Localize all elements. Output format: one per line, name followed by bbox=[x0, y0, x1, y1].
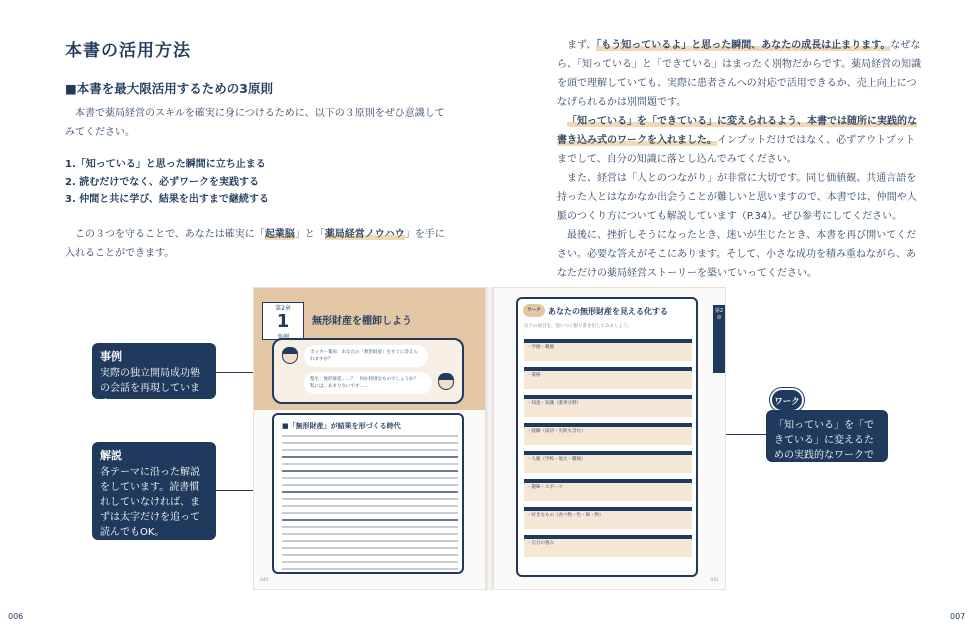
page-title: 本書の活用方法 bbox=[65, 41, 191, 61]
highlight-text: 「知っている」を「できている」に変えられるよう、本書では随所に実践的な書き込み式のワークを入れました。 bbox=[557, 116, 917, 146]
pharmacist-avatar bbox=[282, 348, 298, 364]
callout-text: 各テーマに沿った解説をしています。読書慣れしていなければ、まずは太字だけを追って読んでもOK。 bbox=[100, 467, 200, 538]
paragraph bbox=[557, 36, 922, 112]
closing-paragraph bbox=[65, 225, 445, 263]
work-row: ・趣味・スポーツ bbox=[524, 479, 692, 501]
work-sheet bbox=[516, 297, 698, 577]
work-row: ・自分の強み bbox=[524, 535, 692, 557]
closing-text: 」を手に入れることができます。 bbox=[65, 229, 445, 259]
right-page-body bbox=[557, 36, 922, 283]
section-heading: ■本書を最大限活用するための3原則 bbox=[65, 81, 274, 96]
mock-page-number: 040 bbox=[260, 578, 269, 583]
article-text-lines bbox=[282, 435, 458, 575]
closing-text: 」と「 bbox=[294, 229, 325, 240]
dialog-box bbox=[272, 338, 464, 404]
book-spine bbox=[486, 287, 493, 590]
callout-text: 実際の独立開局成功塾の会話を再現しています。 bbox=[100, 368, 200, 409]
paragraph-text: インプットだけではなく、必ずアウトプットまでして、自分の知識に落とし込んでみてください。 bbox=[557, 135, 916, 165]
paragraph bbox=[557, 112, 922, 169]
work-row: ・資格 bbox=[524, 367, 692, 389]
work-row: ・学歴・職歴 bbox=[524, 339, 692, 361]
highlight-text: 「もう知っているよ」と思った瞬間、あなたの成長は止まります。 bbox=[596, 40, 891, 51]
rule-item: 2. 読むだけでなく、必ずワークを実践する bbox=[65, 176, 260, 188]
article-box bbox=[272, 413, 464, 574]
callout-text: 「知っている」を「できている」に変えるための実践的なワークです。 bbox=[774, 420, 874, 476]
callout-title: 事例 bbox=[100, 350, 122, 363]
highlight-startup-mind: 起業脳 bbox=[264, 229, 295, 240]
work-instruction: 以下の項目を、思いつく限り書き出してみましょう。 bbox=[524, 324, 632, 329]
work-badge-circle: ワーク bbox=[770, 388, 804, 412]
paragraph-text: まず、 bbox=[567, 40, 597, 51]
rule-item: 1.「知っている」と思った瞬間に立ち止まる bbox=[65, 159, 266, 170]
rules-list bbox=[65, 156, 445, 209]
book-left-page bbox=[253, 287, 486, 590]
rule-item: 3. 仲間と共に学び、結果を出すまで継続する bbox=[65, 194, 269, 205]
callout-title: 解説 bbox=[100, 449, 122, 462]
mock-page-number: 041 bbox=[710, 578, 719, 583]
work-row: ・経験（成功・失敗も含む） bbox=[524, 423, 692, 445]
book-right-page bbox=[493, 287, 726, 590]
page-number-right: 007 bbox=[950, 612, 966, 621]
article-title: ■「無形財産」が結果を形づくる時代 bbox=[282, 422, 401, 430]
speech-bubble: ボッター薬局：あなたの「無形財産」をすぐに答えられますか？ bbox=[304, 345, 428, 367]
speech-bubble: 塾生：無形財産……？ 何か特別なものでしょうか？ 私には、あまりないです…… bbox=[304, 372, 432, 394]
intro-paragraph: 本書で薬局経営のスキルを確実に身につけるために、以下の３原則をぜひ意識してみてください。 bbox=[65, 108, 445, 138]
paragraph-text: なぜなら、「知っている」と「できている」はまったく別物だからです。薬局経営の知識を頭で理解していても、実際に患者さんへの対応で活用できるか、売上向上につなげられるかは別問題です。 bbox=[557, 40, 922, 108]
case-title: 無形財産を棚卸しよう bbox=[312, 316, 412, 327]
callout-case bbox=[92, 343, 216, 409]
paragraph: 最後に、挫折しそうになったとき、迷いが生じたとき、本書を再び開いてください。必要な答えがそこにあります。そして、小さな成功を積み重ねながら、あなただけの薬局経営ストーリーを築いていってください。 bbox=[557, 230, 917, 279]
work-row: ・知恵・知識（薬事分野） bbox=[524, 395, 692, 417]
closing-text: この３つを守ることで、あなたは確実に「 bbox=[65, 229, 265, 240]
chapter-case-box bbox=[262, 302, 304, 340]
callout-work bbox=[766, 410, 888, 476]
work-title: あなたの無形財産を見える化する bbox=[548, 307, 668, 316]
work-badge: ワーク bbox=[523, 304, 545, 317]
chapter-side-tab: 第2章 bbox=[713, 305, 725, 373]
callout-explain bbox=[92, 442, 216, 540]
case-number: 1 bbox=[276, 311, 290, 332]
student-avatar bbox=[438, 374, 454, 390]
chapter-label: 第2章 bbox=[275, 305, 291, 312]
page-number-left: 006 bbox=[8, 612, 24, 621]
paragraph: また、経営は「人とのつながり」が非常に大切です。同じ価値観、共通言語を持った人とはなかなか出会うことが難しいと思いますので、本書では、仲間や人脈のつくり方についても解説しています（P.34）。ぜひ参考にしてください。 bbox=[557, 173, 917, 222]
highlight-pharmacy-knowhow: 薬局経営ノウハウ bbox=[324, 229, 405, 240]
work-row: ・好きなもの（食べ物・色・場・物） bbox=[524, 507, 692, 529]
work-row: ・人脈（学校・地元・職場） bbox=[524, 451, 692, 473]
